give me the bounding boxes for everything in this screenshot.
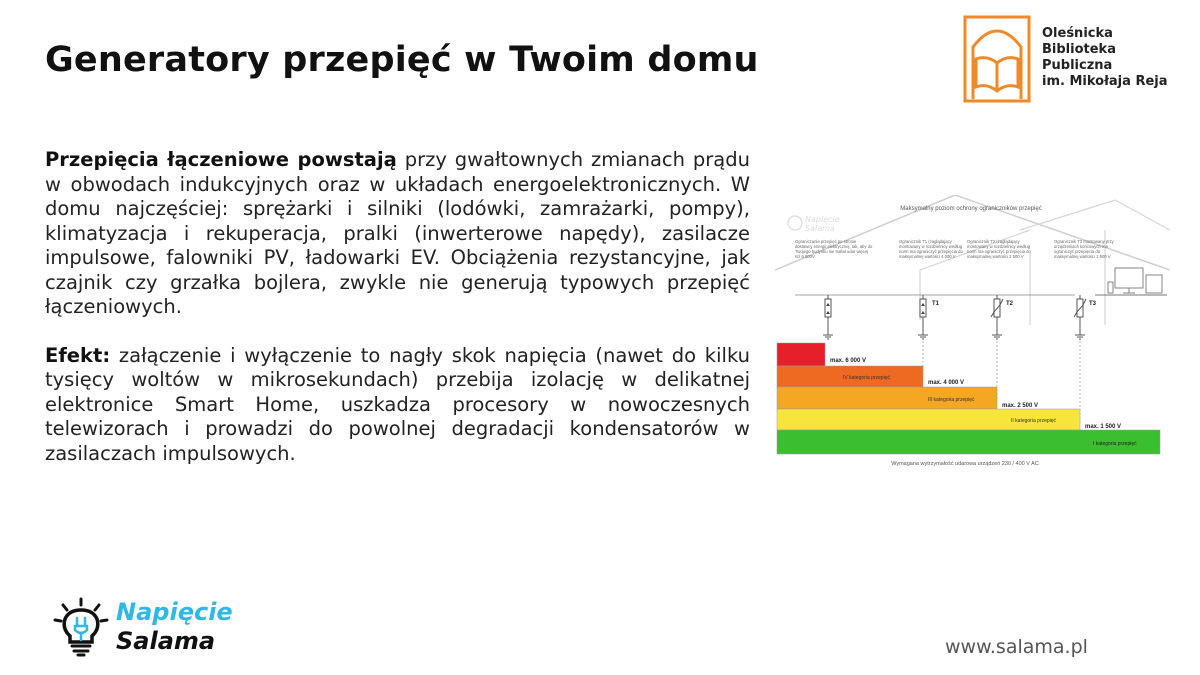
- library-book-logo-icon: [963, 15, 1031, 103]
- lightbulb-plug-icon: [50, 596, 112, 660]
- level-max-label: max. 4 000 V: [928, 380, 965, 386]
- brand-name-line1: Napięcie: [116, 598, 233, 626]
- paragraph-text: załączenie i wyłączenie to nagły skok napięcia (nawet do kilku tysięcy woltów w mikrosekundach) przebija izolację w delikatnej elektronice Smart Home, uszkadza procesory w nowoczesnych telewizorach i prowadzi do powolnej degradacji kondensatorów w zasilaczach impulsowych.: [45, 343, 750, 465]
- diagram-footer: Wymagana wytrzymałość udarowa urządzeń 230 / 400 V AC: [891, 461, 1039, 467]
- device-label-t2: T2: [1006, 301, 1014, 307]
- diagram-note: Ogranicznik T2 (zaglądający montowany w rozdzielnicy według norm ma ograniczyć przepięcia do maksymalnej wartości 2 500 V: [967, 239, 1031, 259]
- surge-protection-diagram: [775, 195, 1170, 480]
- level-max-label: max. 1 500 V: [1085, 424, 1122, 430]
- paragraph-lead: Efekt:: [45, 343, 111, 367]
- library-name-line: Publiczna: [1042, 58, 1113, 73]
- library-name-line: Oleśnicka: [1042, 26, 1113, 41]
- watermark-logo: [788, 215, 840, 233]
- slide-title: Generatory przepięć w Twoim domu: [45, 40, 759, 80]
- diagram-header: Maksymalny poziom ochrony ograniczników przepięć: [900, 206, 1042, 212]
- device-label-t1: T1: [932, 301, 940, 307]
- level-category-label: I kategoria przepięć: [1093, 441, 1137, 447]
- level-max-label: max. 2 500 V: [1002, 403, 1039, 409]
- watermark-line: Napięcie: [805, 215, 840, 224]
- body-text: [45, 148, 750, 490]
- website-url: www.salama.pl: [945, 636, 1088, 658]
- brand-name-line2: Salama: [116, 627, 216, 655]
- level-bar-max-6000: [777, 343, 825, 366]
- level-max-label: max. 6 000 V: [830, 358, 867, 364]
- level-category-label: IV kategoria przepięć: [843, 375, 890, 381]
- paragraph-lead: Przepięcia łączeniowe powstają: [45, 148, 397, 171]
- diagram-note: Ogranicznik T1 (zaglądający montowany w rozdzielnicy według norm ma ograniczyć przepięcia do maksymalnej wartości 4 000 V: [899, 239, 963, 259]
- paragraph-switching-surges: [45, 148, 750, 320]
- library-name-line: Biblioteka: [1042, 42, 1116, 57]
- diagram-note: Ograniczanie przepięć po stronie dostawcy energii elektrycznej, tak, aby do Twojego budynku nie trafiał udar więcej niż 6 000V: [795, 239, 873, 259]
- watermark-line: Salama: [805, 224, 835, 233]
- library-name: [1042, 26, 1168, 90]
- diagram-note: Ogranicznik T3 montowany przy urządzeniach końcowych ma ograniczyć przepięcia do maksymalnej wartości 1 500 V: [1054, 239, 1114, 259]
- paragraph-effect: [45, 344, 750, 467]
- level-category-label: III kategoria przepięć: [928, 397, 975, 403]
- library-name-line: im. Mikołaja Reja: [1042, 74, 1168, 89]
- level-category-label: II kategoria przepięć: [1011, 418, 1057, 424]
- brand-logo: [50, 596, 240, 666]
- device-label-t3: T3: [1089, 301, 1097, 307]
- paragraph-text: przy gwałtownych zmianach prądu w obwodach indukcyjnych oraz w układach energoelektronicznych. W domu najczęściej: sprężarki i silniki (lodówki, zamrażarki, pompy), klimatyzacja i rekuperacja, pralki (inwerterowe napędy), zasilacze impulsowe, falowniki PV, ładowarki EV. Obciążenia rezystancyjne, jak czajnik czy grzałka bojlera, zwykle nie generują typowych przepięć łączeniowych.: [45, 148, 750, 318]
